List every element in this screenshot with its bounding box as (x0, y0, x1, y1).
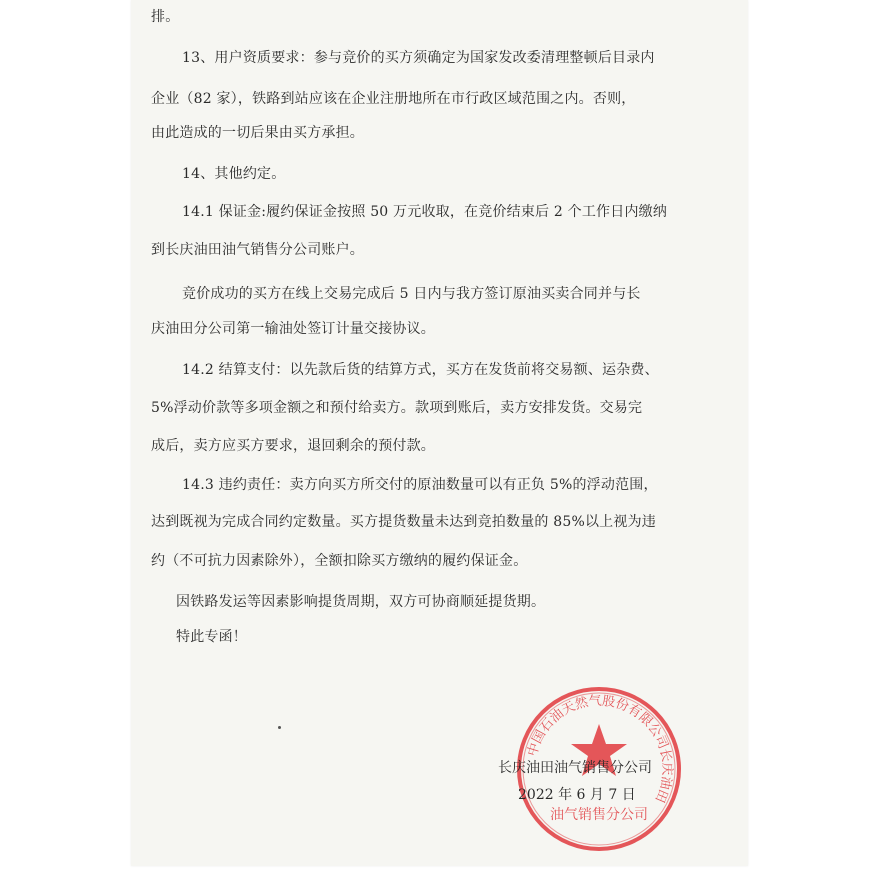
signature-date: 2022 年 6 月 7 日 (518, 787, 636, 803)
text-line: 达到既视为完成合同约定数量。买方提货数量未达到竞拍数量的 85%以上视为违 (151, 514, 656, 530)
text-line: 约（不可抗力因素除外），全额扣除买方缴纳的履约保证金。 (151, 553, 528, 569)
text-line: 5%浮动价款等多项金额之和预付给卖方。款项到账后，卖方安排发货。交易完 (151, 400, 643, 416)
text-line: 14、其他约定。 (182, 166, 286, 182)
text-line: 到长庆油田油气销售分公司账户。 (151, 242, 364, 258)
text-line: 排。 (151, 9, 180, 25)
text-line: 庆油田分公司第一输油处签订计量交接协议。 (151, 321, 435, 337)
text-line: 14.2 结算支付：以先款后货的结算方式，买方在发货前将交易额、运杂费、 (182, 362, 659, 378)
text-line: 14.1 保证金:履约保证金按照 50 万元收取，在竞价结束后 2 个工作日内缴纳 (182, 204, 668, 220)
text-line: 由此造成的一切后果由买方承担。 (151, 125, 364, 141)
text-line: 14.3 违约责任：卖方向买方所交付的原油数量可以有正负 5%的浮动范围， (182, 477, 658, 493)
ink-speck (278, 726, 281, 729)
text-line: 竞价成功的买方在线上交易完成后 5 日内与我方签订原油买卖合同并与长 (182, 286, 641, 302)
text-line: 成后，卖方应买方要求，退回剩余的预付款。 (151, 438, 435, 454)
seal-ring-text: 中国石油天然气股份有限公司长庆油田 (525, 693, 675, 805)
text-line: 13、用户资质要求：参与竞价的买方须确定为国家发改委清理整顿后目录内 (182, 50, 655, 66)
text-line: 特此专函！ (176, 629, 247, 645)
text-line: 企业（82 家），铁路到站应该在企业注册地所在市行政区域范围之内。否则， (151, 91, 636, 107)
document-page (131, 0, 748, 866)
signature-company: 长庆油田油气销售分公司 (498, 760, 652, 776)
seal-bottom-text: 油气销售分公司 (550, 807, 648, 823)
text-line: 因铁路发运等因素影响提货周期，双方可协商顺延提货期。 (176, 594, 546, 610)
